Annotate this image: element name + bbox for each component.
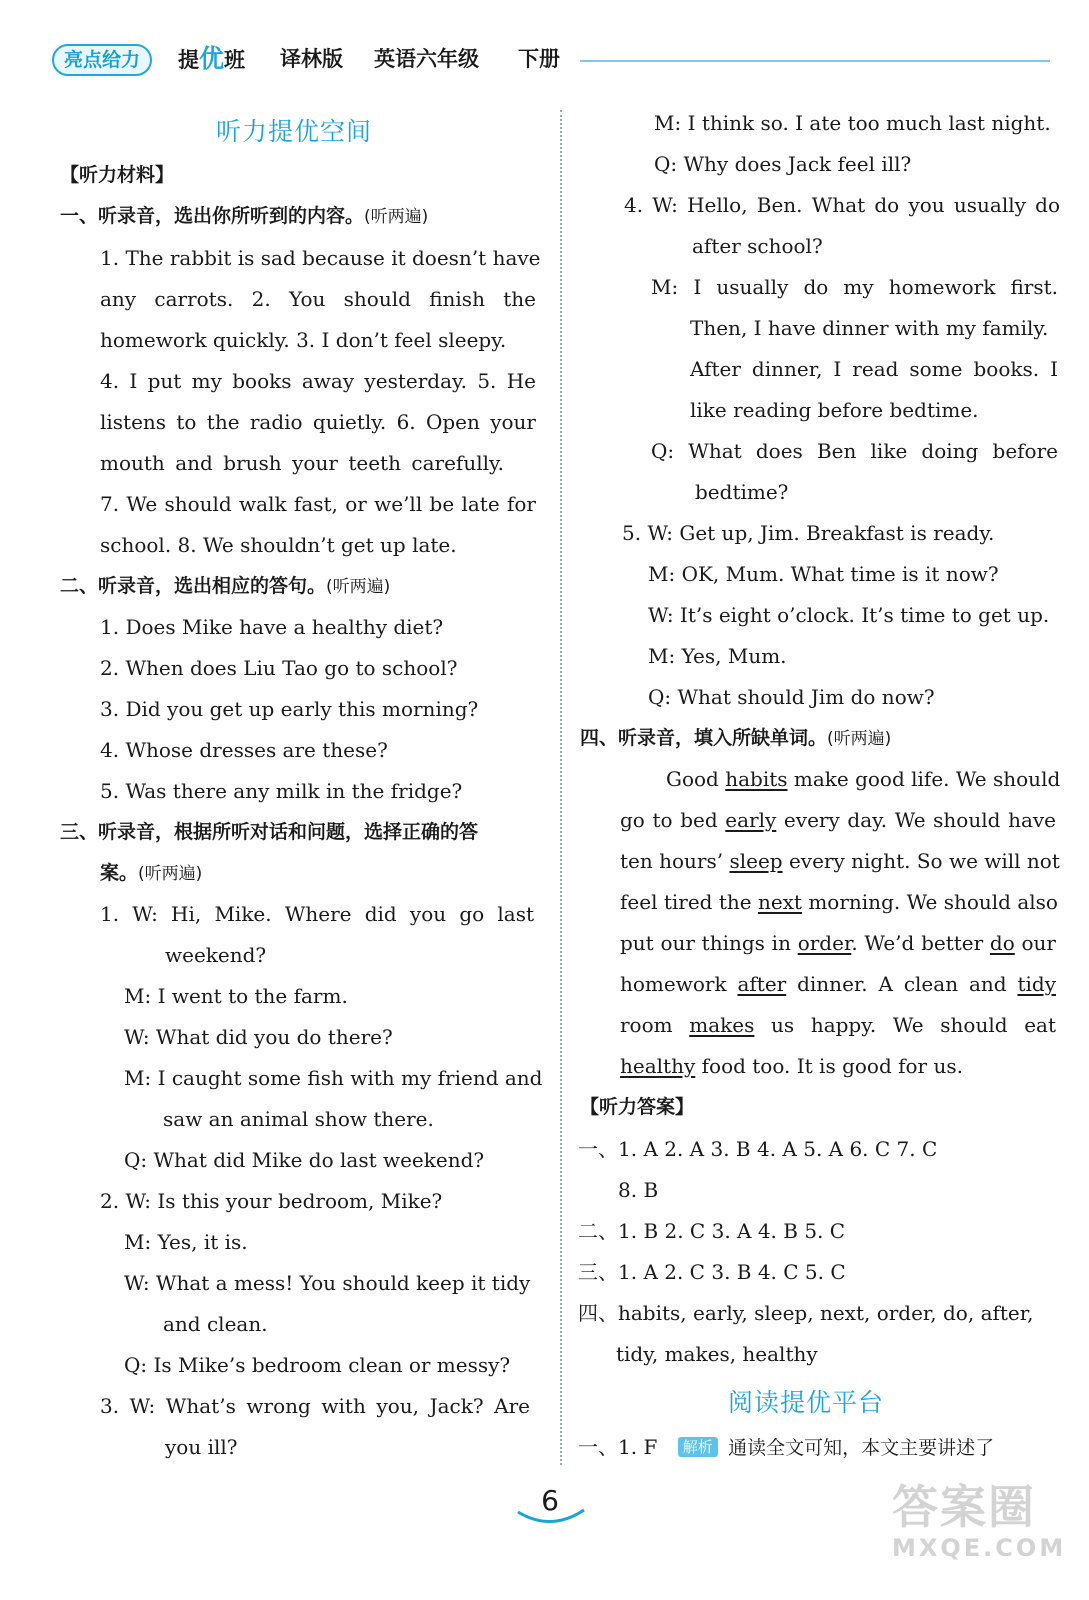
passage-text: room [620,1013,673,1037]
section-3-note: (听两遍) [138,864,203,884]
passage-text: every night. So we will not [782,849,1060,873]
dialog-line: 5. W: Get up, Jim. Breakfast is ready. [622,521,995,545]
passage-text: put our things in [620,931,798,955]
reading-answer-num: 一、1. F [578,1435,658,1459]
section-2-note: (听两遍) [326,577,391,597]
passage-line [620,1013,1056,1037]
passage-text: food too. It is good for us. [695,1054,963,1078]
reading-heading: 阅读提优平台 [728,1388,885,1417]
sec1-line: 1. The rabbit is sad because it doesn’t have [100,246,541,270]
sec1-line: 4. I put my books away yesterday. 5. He [100,369,536,393]
sec3-line: 2. W: Is this your bedroom, Mike? [100,1189,443,1213]
sec3-line: you ill? [165,1435,238,1459]
series-title-b: 优 [199,44,225,73]
passage-line [620,849,1060,873]
page-header [52,42,1052,78]
section-3-title-text: 案。 [100,862,139,884]
sec3-line: Q: What did Mike do last weekend? [124,1148,485,1172]
answer-line: 一、1. A 2. A 3. B 4. A 5. A 6. C 7. C [578,1137,938,1161]
section-2-title-text: 二、听录音，选出相应的答句。 [60,575,327,597]
passage-text: Good [666,767,726,791]
sec3-line: 3. W: What’s wrong with you, Jack? Are [100,1394,530,1418]
passage-text: feel tired the [620,890,758,914]
passage-text [673,1013,690,1037]
subject-label: 英语六年级 [374,47,479,71]
passage-text: every day. We should have [776,808,1057,832]
passage-text: us happy. We should eat [754,1013,1056,1037]
passage-line [666,767,1061,791]
sec3-line: M: I caught some fish with my friend and [124,1066,543,1090]
sec3-line: W: What a mess! You should keep it tidy [124,1271,531,1295]
reading-answer-line [578,1435,994,1460]
blank-answer: habits [725,767,788,791]
dialog-line: Q: Why does Jack feel ill? [654,152,912,176]
section-1-title-text: 一、听录音，选出你所听到的内容。 [60,205,365,227]
passage-text: homework [620,972,738,996]
dialog-line: Q: What should Jim do now? [648,685,935,709]
passage-line [620,808,1056,832]
sec3-line: Q: Is Mike’s bedroom clean or messy? [124,1353,511,1377]
sec1-line: mouth and brush your teeth carefully. [100,451,504,475]
series-title-c: 班 [224,48,246,72]
passage-text: our [1014,931,1056,955]
answer-line: tidy, makes, healthy [616,1342,818,1366]
sec3-line: 1. W: Hi, Mike. Where did you go last [100,902,534,926]
answer-line: 8. B [618,1178,659,1202]
column-divider [560,110,562,1465]
sec1-line: 7. We should walk fast, or we’ll be late for [100,492,536,516]
blank-answer: after [737,972,787,996]
section-1-title [60,204,428,229]
watermark-url: MXQE.COM [892,1534,1067,1562]
passage-text: morning. We should also [801,890,1058,914]
sec1-line: homework quickly. 3. I don’t feel sleepy. [100,328,507,352]
passage-line [620,1054,963,1078]
sec2-line: 5. Was there any milk in the fridge? [100,779,463,803]
passage-line [620,890,1056,914]
answer-title: 【听力答案】 [580,1096,695,1118]
answer-line: 二、1. B 2. C 3. A 4. B 5. C [578,1219,846,1243]
section-4-title [580,726,891,751]
sec1-line: school. 8. We shouldn’t get up late. [100,533,457,557]
blank-answer: do [989,931,1015,955]
passage-text: . We’d better [851,931,990,955]
dialog-line: like reading before bedtime. [690,398,979,422]
analysis-text: 通读全文可知，本文主要讲述了 [728,1437,995,1459]
blank-answer: order [797,931,852,955]
header-rule [580,60,1050,62]
sec3-line: and clean. [163,1312,268,1336]
sec3-line: W: What did you do there? [124,1025,393,1049]
blank-answer: healthy [620,1054,696,1078]
page-number: 6 [541,1484,559,1517]
blank-answer: next [757,890,802,914]
sec1-line: any carrots. 2. You should finish the [100,287,536,311]
blank-answer: tidy [1017,972,1057,996]
dialog-line: bedtime? [695,480,789,504]
passage-line [620,972,1056,996]
passage-text: dinner. A clean and [786,972,1018,996]
blank-answer: makes [689,1013,755,1037]
volume-label: 下册 [518,47,560,71]
section-3-title-cont [100,861,202,886]
sec2-line: 3. Did you get up early this morning? [100,697,479,721]
brand-badge: 亮点给力 [52,44,152,76]
series-title-a: 提 [178,48,199,72]
sec2-line: 2. When does Liu Tao go to school? [100,656,458,680]
dialog-line: After dinner, I read some books. I [690,357,1058,381]
answer-line: 四、habits, early, sleep, next, order, do, after, [578,1301,1034,1325]
answer-line: 三、1. A 2. C 3. B 4. C 5. C [578,1260,846,1284]
section-4-title-text: 四、听录音，填入所缺单词。 [580,727,828,749]
dialog-line: M: Yes, Mum. [648,644,787,668]
dialog-line: M: I think so. I ate too much last night. [654,111,1051,135]
sec2-line: 4. Whose dresses are these? [100,738,388,762]
section-1-note: (听两遍) [364,207,429,227]
sec3-line: M: I went to the farm. [124,984,348,1008]
dialog-line: Q: What does Ben like doing before [651,439,1058,463]
section-3-title: 三、听录音，根据所听对话和问题，选择正确的答 [60,821,479,843]
passage-line [620,931,1056,955]
dialog-line: M: OK, Mum. What time is it now? [648,562,999,586]
analysis-tag: 解析 [678,1437,718,1457]
page-number-arc-icon [514,1504,588,1530]
passage-text: make good life. We should [787,767,1061,791]
passage-text: go to bed [620,808,726,832]
sec2-line: 1. Does Mike have a healthy diet? [100,615,444,639]
watermark [892,1480,1066,1562]
section-4-note: (听两遍) [827,729,892,749]
series-title [178,44,245,75]
sec1-line: listens to the radio quietly. 6. Open your [100,410,536,434]
edition-label: 译林版 [280,47,343,71]
passage-text: ten hours’ [620,849,730,873]
dialog-line: 4. W: Hello, Ben. What do you usually do [624,193,1060,217]
material-title: 【听力材料】 [60,164,175,186]
sec3-line: weekend? [165,943,267,967]
dialog-line: W: It’s eight o’clock. It’s time to get up. [648,603,1050,627]
watermark-logo-text: 答案圈 [892,1480,1036,1534]
sec3-line: M: Yes, it is. [124,1230,248,1254]
sec3-line: saw an animal show there. [163,1107,434,1131]
section-2-title [60,574,390,599]
listening-heading: 听力提优空间 [216,117,373,146]
dialog-line: after school? [692,234,823,258]
blank-answer: early [725,808,777,832]
blank-answer: sleep [729,849,783,873]
dialog-line: M: I usually do my homework first. [651,275,1058,299]
dialog-line: Then, I have dinner with my family. [690,316,1049,340]
